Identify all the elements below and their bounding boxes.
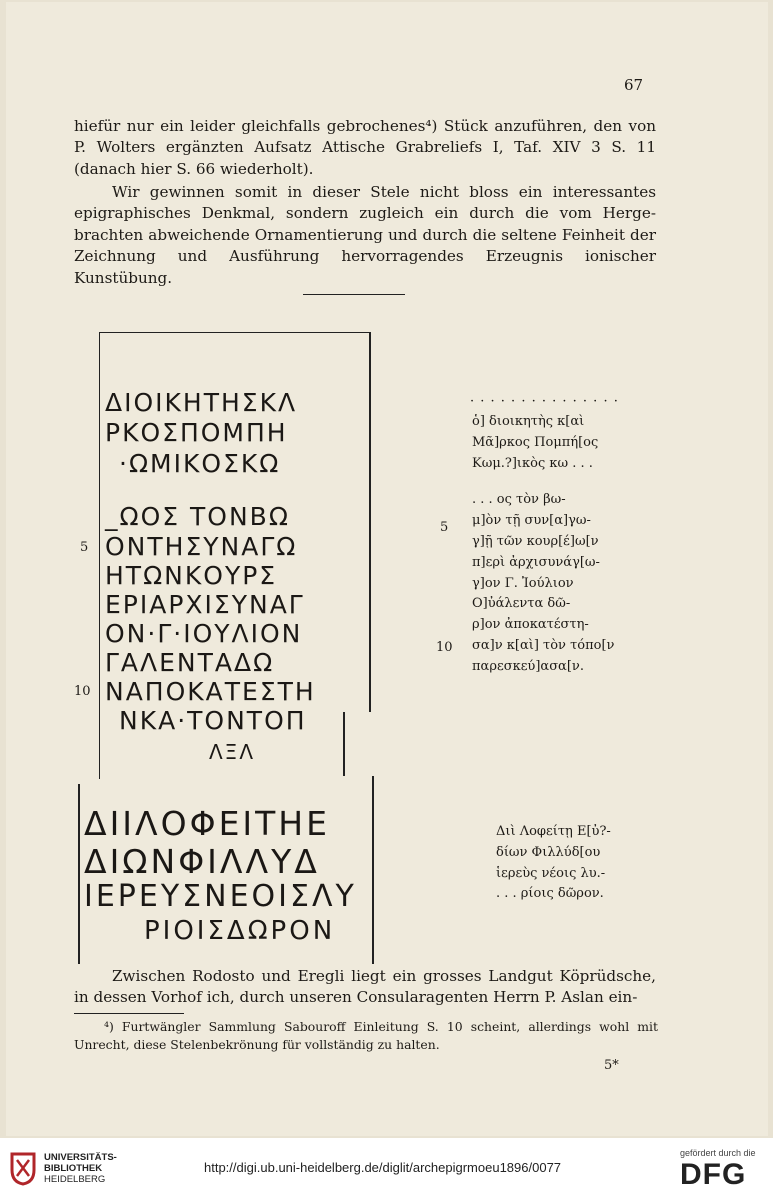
inscription-line: ΗΤΩΝΚΟΥΡΣ — [105, 561, 278, 590]
paragraph-3 — [74, 966, 656, 1009]
transcription-line: γ]ῇ τῶν κουρ[έ]ω[ν — [472, 533, 599, 549]
transcription-line: π]ερὶ ἀρχισυνάγ[ω- — [472, 554, 600, 570]
inscription-line: ΔΙΙΛΟΦΕΙΤΗΕ — [84, 804, 330, 843]
paragraph-1-text: hiefür nur ein leider gleichfalls gebrochenes⁴) Stück anzuführen, den von P. Wolters ergänzten Aufsatz Attische Grabreliefs I, Taf. XIV 3 S. 11 (danach hier S. 66 wiederholt). — [74, 117, 656, 178]
dfg-logo: DFG — [680, 1158, 747, 1191]
stone-edge-right — [372, 776, 374, 964]
funded-by-caption: gefördert durch die — [680, 1148, 756, 1158]
stele-edge-right — [369, 332, 371, 712]
inscription-line: ΝΑΠΟΚΑΤΕΣΤΗ — [105, 677, 316, 706]
transcription-line: . . . ρίοις δῶρον. — [496, 886, 604, 902]
library-line-1: UNIVERSITÄTS- — [44, 1152, 117, 1163]
footnote-rule — [74, 1013, 184, 1014]
line-number: 5 — [80, 540, 89, 555]
inscription-line: ·ΩΜΙΚΟΣΚΩ — [119, 449, 281, 478]
transcription-line: Μᾶ]ρκος Πομπή[ος — [472, 434, 599, 450]
stele-edge-lower — [343, 712, 345, 776]
permalink-url[interactable]: http://digi.ub.uni-heidelberg.de/diglit/archepigrmoeu1896/0077 — [204, 1160, 562, 1175]
section-divider — [303, 294, 405, 295]
transcription-line-number: 10 — [436, 640, 453, 655]
inscription-line: ΡΚΟΣΠΟΜΠΗ — [105, 418, 288, 447]
library-logo-icon — [8, 1150, 38, 1186]
transcription-line: ὁ] διοικητὴς κ[αὶ — [472, 414, 585, 429]
transcription-gap — [472, 474, 614, 490]
transcription-line: ἱερεὺς νέοις λυ.- — [496, 865, 606, 881]
transcription-line: Διὶ Λοφείτῃ Ε[ὐ?- — [496, 824, 611, 839]
inscription-line: ΝΚΑ·ΤΟΝΤΟΠ — [119, 706, 307, 735]
transcription-line: μ]ὸν τῇ συν[α]γω- — [472, 513, 591, 529]
library-line-2: BIBLIOTHEK — [44, 1163, 103, 1174]
inscription-drawing-2 — [78, 776, 378, 966]
inscription-line: ΙΕΡΕΥΣΝΕΟΙΣΛΥ — [84, 879, 357, 914]
footer-bar — [0, 1138, 773, 1198]
transcription-line: ρ]ον ἀποκατέστη- — [472, 617, 589, 633]
inscription-line: ΟΝ·Γ·ΙΟΥΛΙΟΝ — [105, 619, 303, 648]
transcription-line-number: 5 — [440, 520, 449, 535]
page-number: 67 — [624, 76, 644, 94]
inscription-drawing-1 — [99, 332, 371, 780]
footnote-text: ⁴) Furtwängler Sammlung Sabouroff Einleitung S. 10 scheint, allerdings wohl mit Unrecht, diese Stelenbekrönung für vollständig zu halten. — [74, 1019, 658, 1052]
inscription-line: ΓΑΛΕΝΤΑΔΩ — [105, 648, 275, 677]
transcription-1 — [472, 412, 614, 678]
inscription-line: ΟΝΤΗΣΥΝΑΓΩ — [105, 532, 298, 561]
inscription-line: _ΩΟΣ ΤΟΝΒΩ — [105, 502, 290, 531]
footnote — [74, 1018, 658, 1054]
transcription-ellipsis: · · · · · · · · · · · · · · · — [470, 394, 619, 409]
inscription-line: ΔΙΟΙΚΗΤΗΣΚΛ — [105, 388, 298, 417]
paragraph-2-text: Wir gewinnen somit in dieser Stele nicht bloss ein interessantes epigraphisches Denkmal, sondern zugleich ein durch die vom Hergebrachten abweichende Ornamentierung und durch die seltene Feinheit der Zeichnung und Ausführung hervorragendes Erzeugnis ionischer Kunstübung. — [74, 183, 656, 287]
inscription-line: ΔΙΩΝΦΙΛΛΥΔ — [84, 842, 320, 881]
transcription-line: γ]ον Γ. Ἰούλιον — [472, 575, 574, 591]
library-line-3: HEIDELBERG — [44, 1174, 106, 1185]
transcription-line: παρεσκεύ]ασα[ν. — [472, 658, 584, 674]
transcription-line: Ο]ὐάλεντα δῶ- — [472, 596, 571, 612]
library-name — [44, 1152, 117, 1185]
paragraph-2 — [74, 182, 656, 289]
transcription-2 — [496, 822, 611, 905]
inscription-line: ΡΙΟΙΣΔΩΡΟΝ — [144, 916, 336, 946]
stone-edge-left — [78, 784, 80, 964]
paragraph-1 — [74, 116, 656, 180]
signature-mark: 5* — [604, 1058, 619, 1073]
transcription-line: δίων Φιλλύδ[ου — [496, 844, 601, 860]
inscription-line: ΛΞΛ — [209, 740, 255, 764]
transcription-line: σα]ν κ[αὶ] τὸν τόπο[ν — [472, 637, 615, 653]
paragraph-3-text: Zwischen Rodosto und Eregli liegt ein grosses Landgut Köprüdsche, in dessen Vorhof ich, durch unseren Consularagenten Herrn P. Aslan ein- — [74, 967, 656, 1007]
transcription-line: . . . ος τὸν βω- — [472, 492, 566, 508]
transcription-line: Κωμ.?]ικὸς κω . . . — [472, 455, 593, 471]
line-number: 10 — [74, 684, 91, 699]
inscription-line: ΕΡΙΑΡΧΙΣΥΝΑΓ — [105, 590, 305, 619]
